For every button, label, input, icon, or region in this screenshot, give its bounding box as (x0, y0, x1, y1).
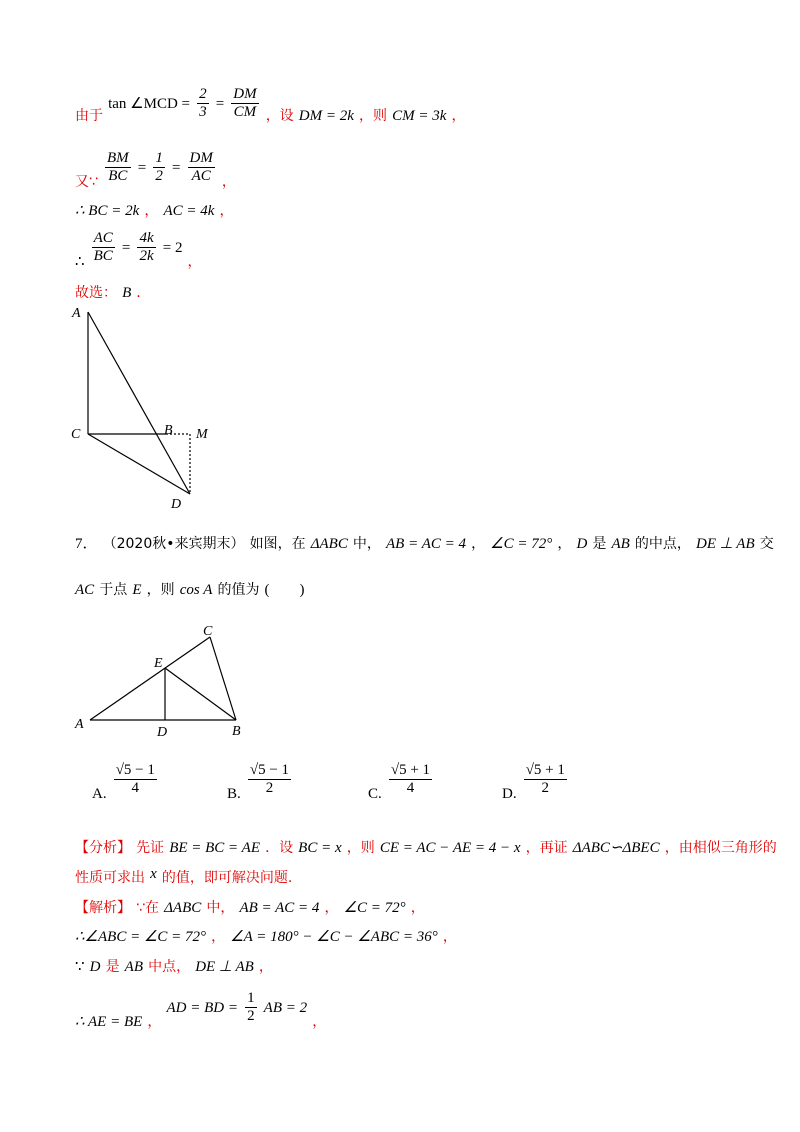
math: ΔABC (310, 536, 348, 552)
text: ，则 (146, 582, 175, 598)
analysis-tag: 【分析】 (75, 840, 131, 856)
num: √5 − 1 (115, 762, 155, 778)
text: ，设 (265, 108, 294, 124)
math: AB = AC = 4 (239, 900, 320, 916)
num: DM (189, 150, 213, 166)
math: = (121, 240, 131, 256)
point-label-D: D (157, 725, 168, 740)
den: 2 (155, 168, 163, 184)
math: AB = AC = 4 (386, 536, 466, 552)
math: = (137, 160, 147, 176)
text: 先证 (136, 840, 165, 856)
option-letter: D. (502, 786, 517, 802)
math: BE = BC = AE (169, 840, 260, 856)
point-label-C: C (71, 427, 81, 442)
math: AB (611, 536, 630, 552)
math: DE ⊥ AB (195, 959, 254, 975)
text: 是 (105, 959, 120, 975)
den: 2 (541, 780, 550, 796)
solution-line-3 (75, 956, 273, 976)
text: ， (258, 959, 273, 975)
math: x (150, 866, 157, 882)
math: ∴∠ABC = ∠C = 72° (75, 929, 207, 945)
geometry-figure-2 (70, 620, 260, 740)
math: CM = 3k (392, 108, 447, 124)
text: ， (219, 203, 234, 219)
text: ， (410, 900, 425, 916)
text: ， (471, 536, 486, 552)
num: √5 + 1 (525, 762, 565, 778)
math: ΔABC∽ΔBEC (572, 840, 660, 856)
text: ，则 (346, 840, 375, 856)
fraction (389, 762, 432, 797)
text: 性质可求出 (75, 870, 145, 886)
point-label-B: B (232, 724, 241, 739)
math: = 2 (162, 240, 183, 256)
den: BC (108, 168, 128, 184)
math: = (215, 96, 225, 112)
line-3 (75, 200, 233, 220)
line-4 (75, 230, 202, 270)
text: 又∵ (75, 174, 98, 190)
line-5 (75, 282, 150, 302)
option-letter: B. (227, 786, 241, 802)
solution-line-1 (75, 897, 425, 917)
line-2 (75, 150, 236, 190)
text: ， (211, 929, 226, 945)
text: 中点， (148, 959, 191, 975)
analysis-line-2 (75, 867, 292, 887)
math: AC = 4k (163, 203, 215, 219)
math: BC = x (298, 840, 342, 856)
text: ， (312, 1014, 327, 1030)
point-label-A: A (72, 306, 81, 321)
point-label-D: D (171, 497, 182, 512)
text: ， (147, 1014, 162, 1030)
text: 于点 (99, 582, 128, 598)
text: 由于 (75, 108, 103, 124)
question-source: （2020秋•来宾期末） (102, 536, 245, 552)
option-letter: A. (92, 786, 107, 802)
text: 的值为 (217, 582, 260, 598)
fraction (105, 150, 131, 185)
point-label-A: A (75, 717, 84, 732)
fraction (524, 762, 567, 797)
point-label-C: C (203, 624, 213, 639)
fraction (114, 762, 157, 797)
math: ∠C = 72° (343, 900, 406, 916)
text: ， (187, 254, 202, 270)
text: ∵在 (136, 900, 160, 916)
math: AC (75, 582, 95, 598)
solution-tag: 【解析】 (75, 900, 131, 916)
num: 4k (139, 230, 154, 246)
text: ，再证 (525, 840, 568, 856)
point-label-B: B (164, 423, 173, 438)
text: ，则 (358, 108, 387, 124)
geometry-figure-1 (60, 300, 240, 515)
text: ， (451, 108, 466, 124)
den: CM (233, 104, 257, 120)
point-label-E: E (154, 656, 163, 671)
den: AC (191, 168, 211, 184)
den: 2k (139, 248, 154, 264)
num: √5 − 1 (249, 762, 290, 778)
den: BC (93, 248, 113, 264)
option-b (227, 762, 293, 802)
solution-line-2 (75, 926, 457, 946)
den: 4 (131, 780, 140, 796)
math: DM = 2k (298, 108, 354, 124)
fraction (92, 230, 115, 265)
math: B (122, 285, 132, 301)
text: ．设 (265, 840, 294, 856)
num: 1 (247, 990, 255, 1006)
text: ． (136, 285, 151, 301)
den: 4 (406, 780, 415, 796)
text: 交 (759, 536, 774, 552)
den: 2 (247, 1008, 255, 1024)
math: DE ⊥ AB (695, 536, 755, 552)
text: ∵ (75, 959, 85, 975)
math: ∴ (75, 254, 85, 270)
math: ∠C = 72° (490, 536, 553, 552)
math: AD = BD = (166, 1000, 238, 1016)
text: ， (144, 203, 159, 219)
option-d (502, 762, 569, 802)
line-1 (75, 86, 466, 133)
fraction (248, 762, 291, 797)
text: 的中点， (634, 536, 691, 552)
math: = (171, 160, 181, 176)
math: ∴ AE = BE (75, 1014, 143, 1030)
math: ΔABC (164, 900, 202, 916)
fraction (245, 990, 257, 1025)
num: AC (93, 230, 113, 246)
text: 故选： (75, 285, 117, 301)
text: 中， (352, 536, 381, 552)
question-number: 7． (75, 536, 98, 552)
text: ， (557, 536, 572, 552)
question-7-line-1 (75, 532, 774, 553)
text: ，由相似三角形的 (664, 840, 777, 856)
den: 2 (265, 780, 274, 796)
question-7-line-2 (75, 578, 305, 599)
math: D (576, 536, 588, 552)
num: √5 + 1 (390, 762, 431, 778)
math: D (89, 959, 101, 975)
num: 2 (199, 86, 207, 102)
math: CE = AC − AE = 4 − x (379, 840, 521, 856)
fraction (188, 150, 215, 185)
analysis-line-1 (75, 837, 777, 857)
num: BM (107, 150, 129, 166)
math: tan ∠MCD = (108, 96, 191, 112)
math: E (132, 582, 142, 598)
option-letter: C. (368, 786, 382, 802)
fraction (153, 150, 165, 185)
num: 1 (155, 150, 163, 166)
den: 3 (199, 104, 207, 120)
math: AB = 2 (263, 1000, 308, 1016)
math: ∠A = 180° − ∠C − ∠ABC = 36° (230, 929, 438, 945)
solution-line-4 (75, 990, 327, 1030)
text: ， (442, 929, 457, 945)
num: DM (233, 86, 257, 102)
fraction (137, 230, 155, 265)
option-c (368, 762, 434, 802)
text: ， (324, 900, 339, 916)
option-a (92, 762, 159, 802)
text: 如图，在 (249, 536, 306, 552)
text: 中， (206, 900, 235, 916)
answer-blank: ( ) (264, 582, 305, 598)
text: ， (221, 174, 236, 190)
text: 是 (592, 536, 607, 552)
point-label-M: M (196, 427, 208, 442)
fraction (197, 86, 209, 121)
math: cos A (179, 582, 213, 598)
math: ∴ BC = 2k (75, 203, 140, 219)
text: 的值，即可解决问题. (161, 870, 293, 886)
math: AB (124, 959, 143, 975)
fraction (231, 86, 258, 121)
